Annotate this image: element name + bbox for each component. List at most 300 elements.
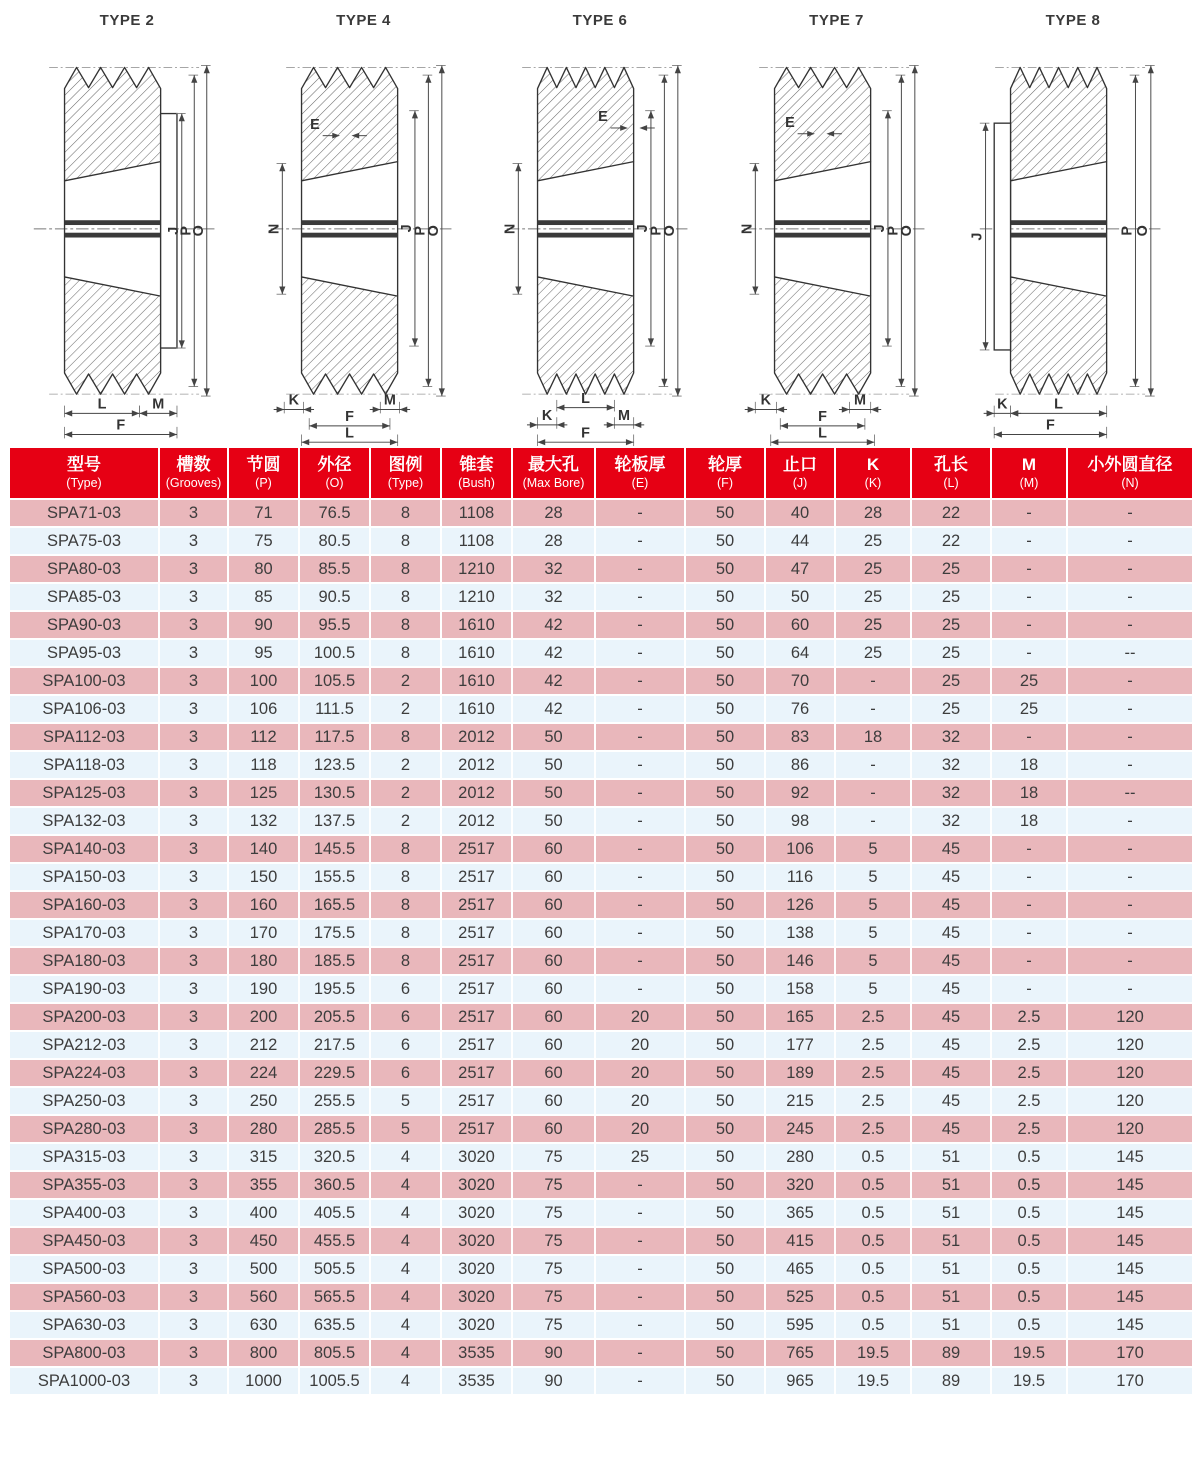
table-cell: SPA212-03 xyxy=(9,1031,159,1059)
column-header-zh: 型号 xyxy=(67,455,101,474)
table-cell: 50 xyxy=(685,891,765,919)
table-cell: 2517 xyxy=(441,863,512,891)
column-header xyxy=(370,447,441,499)
table-cell: 45 xyxy=(911,975,991,1003)
table-cell: 45 xyxy=(911,1059,991,1087)
svg-text:K: K xyxy=(288,392,299,409)
table-cell: 100.5 xyxy=(299,639,370,667)
table-cell: 25 xyxy=(911,667,991,695)
table-cell: 32 xyxy=(911,723,991,751)
table-cell: 2 xyxy=(370,807,441,835)
table-cell: 145 xyxy=(1067,1143,1193,1171)
spec-table xyxy=(8,446,1194,1396)
table-cell: 90.5 xyxy=(299,583,370,611)
table-cell: 185.5 xyxy=(299,947,370,975)
table-cell: 6 xyxy=(370,1031,441,1059)
table-cell: 50 xyxy=(512,723,595,751)
table-cell: 0.5 xyxy=(991,1255,1067,1283)
table-cell: 3 xyxy=(159,527,228,555)
table-cell: 50 xyxy=(685,807,765,835)
table-cell: SPA180-03 xyxy=(9,947,159,975)
table-cell: - xyxy=(991,863,1067,891)
table-cell: 76 xyxy=(765,695,835,723)
table-cell: 180 xyxy=(228,947,299,975)
table-cell: 50 xyxy=(685,1227,765,1255)
table-cell: 365 xyxy=(765,1199,835,1227)
pulley-drawing-type-7 xyxy=(722,6,952,447)
pulley-cross-section-type-4-drawing xyxy=(252,29,476,447)
table-cell: 2517 xyxy=(441,1115,512,1143)
table-row xyxy=(9,1339,1193,1367)
table-cell: - xyxy=(595,1227,685,1255)
table-cell: - xyxy=(1067,527,1193,555)
table-cell: 50 xyxy=(685,555,765,583)
table-cell: 25 xyxy=(835,555,911,583)
table-cell: 145 xyxy=(1067,1255,1193,1283)
table-cell: 28 xyxy=(512,527,595,555)
table-cell: 28 xyxy=(835,499,911,527)
column-header xyxy=(765,447,835,499)
table-cell: 50 xyxy=(512,807,595,835)
table-cell: 2.5 xyxy=(835,1115,911,1143)
table-row xyxy=(9,583,1193,611)
table-row xyxy=(9,863,1193,891)
table-cell: SPA800-03 xyxy=(9,1339,159,1367)
table-cell: - xyxy=(595,611,685,639)
table-cell: 8 xyxy=(370,919,441,947)
table-row xyxy=(9,891,1193,919)
svg-text:M: M xyxy=(618,408,631,425)
table-cell: 60 xyxy=(512,947,595,975)
table-cell: SPA560-03 xyxy=(9,1283,159,1311)
table-cell: 215 xyxy=(765,1087,835,1115)
svg-text:K: K xyxy=(997,396,1008,413)
table-cell: 5 xyxy=(370,1087,441,1115)
table-row xyxy=(9,1311,1193,1339)
table-cell: 3 xyxy=(159,1283,228,1311)
table-cell: 42 xyxy=(512,667,595,695)
column-header-zh: 最大孔 xyxy=(528,455,579,474)
table-cell: 2.5 xyxy=(991,1003,1067,1031)
table-cell: 170 xyxy=(228,919,299,947)
table-row xyxy=(9,1283,1193,1311)
table-cell: - xyxy=(835,779,911,807)
table-cell: 19.5 xyxy=(835,1339,911,1367)
table-cell: - xyxy=(1067,835,1193,863)
svg-text:L: L xyxy=(97,396,107,413)
table-row xyxy=(9,1059,1193,1087)
table-cell: - xyxy=(991,499,1067,527)
column-header-en: (Grooves) xyxy=(165,476,222,491)
table-cell: 83 xyxy=(765,723,835,751)
table-cell: 465 xyxy=(765,1255,835,1283)
table-cell: 105.5 xyxy=(299,667,370,695)
table-cell: 50 xyxy=(685,1339,765,1367)
table-cell: 320.5 xyxy=(299,1143,370,1171)
table-cell: 4 xyxy=(370,1283,441,1311)
table-cell: 3 xyxy=(159,835,228,863)
table-cell: SPA125-03 xyxy=(9,779,159,807)
column-header xyxy=(159,447,228,499)
table-cell: - xyxy=(1067,555,1193,583)
table-cell: 3 xyxy=(159,723,228,751)
table-row xyxy=(9,555,1193,583)
table-cell: 126 xyxy=(765,891,835,919)
table-cell: 4 xyxy=(370,1367,441,1395)
table-row xyxy=(9,611,1193,639)
table-cell: 51 xyxy=(911,1171,991,1199)
svg-text:N: N xyxy=(265,223,282,235)
column-header xyxy=(228,447,299,499)
table-cell: 145 xyxy=(1067,1227,1193,1255)
table-cell: 158 xyxy=(765,975,835,1003)
table-cell: SPA450-03 xyxy=(9,1227,159,1255)
table-cell: 45 xyxy=(911,947,991,975)
table-cell: 2517 xyxy=(441,1087,512,1115)
table-cell: 60 xyxy=(512,919,595,947)
table-cell: - xyxy=(595,807,685,835)
table-cell: -- xyxy=(1067,779,1193,807)
table-cell: 47 xyxy=(765,555,835,583)
table-cell: 5 xyxy=(835,919,911,947)
table-cell: 1005.5 xyxy=(299,1367,370,1395)
table-cell: 3020 xyxy=(441,1283,512,1311)
svg-text:O: O xyxy=(425,225,442,237)
table-cell: 6 xyxy=(370,1059,441,1087)
table-cell: 50 xyxy=(685,499,765,527)
table-cell: 2012 xyxy=(441,779,512,807)
svg-text:M: M xyxy=(853,392,866,409)
table-cell: 132 xyxy=(228,807,299,835)
table-cell: 120 xyxy=(1067,1003,1193,1031)
table-cell: SPA112-03 xyxy=(9,723,159,751)
table-cell: 120 xyxy=(1067,1087,1193,1115)
table-cell: - xyxy=(1067,919,1193,947)
table-row xyxy=(9,779,1193,807)
table-cell: 2.5 xyxy=(835,1003,911,1031)
table-cell: - xyxy=(991,975,1067,1003)
table-cell: - xyxy=(1067,667,1193,695)
table-cell: 50 xyxy=(512,779,595,807)
table-cell: 50 xyxy=(685,527,765,555)
table-cell: 3 xyxy=(159,1227,228,1255)
table-cell: 75 xyxy=(512,1283,595,1311)
table-cell: - xyxy=(991,555,1067,583)
svg-text:J: J xyxy=(871,224,888,233)
table-cell: - xyxy=(1067,891,1193,919)
table-cell: SPA315-03 xyxy=(9,1143,159,1171)
table-cell: 85.5 xyxy=(299,555,370,583)
table-cell: 60 xyxy=(512,891,595,919)
table-row xyxy=(9,975,1193,1003)
table-cell: 4 xyxy=(370,1255,441,1283)
svg-text:F: F xyxy=(116,417,126,434)
table-cell: 3 xyxy=(159,1115,228,1143)
table-cell: 19.5 xyxy=(991,1367,1067,1395)
table-cell: 635.5 xyxy=(299,1311,370,1339)
table-cell: 4 xyxy=(370,1143,441,1171)
table-cell: 28 xyxy=(512,499,595,527)
table-cell: 71 xyxy=(228,499,299,527)
table-row xyxy=(9,1171,1193,1199)
table-cell: 405.5 xyxy=(299,1199,370,1227)
table-cell: - xyxy=(991,583,1067,611)
table-cell: 90 xyxy=(512,1367,595,1395)
table-cell: 50 xyxy=(512,751,595,779)
table-cell: 3 xyxy=(159,975,228,1003)
svg-text:O: O xyxy=(661,225,678,237)
table-cell: 250 xyxy=(228,1087,299,1115)
svg-text:O: O xyxy=(1134,225,1151,237)
table-cell: 25 xyxy=(911,555,991,583)
table-cell: 20 xyxy=(595,1087,685,1115)
svg-text:J: J xyxy=(635,224,652,233)
table-cell: 505.5 xyxy=(299,1255,370,1283)
table-cell: 116 xyxy=(765,863,835,891)
table-cell: - xyxy=(595,779,685,807)
table-cell: - xyxy=(595,667,685,695)
table-cell: 360.5 xyxy=(299,1171,370,1199)
table-cell: 1108 xyxy=(441,499,512,527)
table-cell: 50 xyxy=(685,695,765,723)
table-cell: - xyxy=(991,835,1067,863)
table-cell: 50 xyxy=(685,1003,765,1031)
table-cell: 120 xyxy=(1067,1031,1193,1059)
table-cell: - xyxy=(991,723,1067,751)
table-cell: 89 xyxy=(911,1367,991,1395)
table-cell: 1610 xyxy=(441,695,512,723)
table-cell: 0.5 xyxy=(991,1199,1067,1227)
table-cell: 805.5 xyxy=(299,1339,370,1367)
table-cell: 3020 xyxy=(441,1255,512,1283)
table-cell: 75 xyxy=(512,1255,595,1283)
table-cell: 106 xyxy=(765,835,835,863)
column-header-zh: 轮厚 xyxy=(708,455,742,474)
table-cell: 60 xyxy=(512,835,595,863)
table-cell: 3 xyxy=(159,1171,228,1199)
table-cell: 2012 xyxy=(441,807,512,835)
table-cell: 22 xyxy=(911,499,991,527)
column-header-zh: 图例 xyxy=(388,455,423,474)
column-header-en: (L) xyxy=(943,476,959,491)
table-cell: 60 xyxy=(512,1115,595,1143)
table-cell: 3 xyxy=(159,1087,228,1115)
table-cell: SPA630-03 xyxy=(9,1311,159,1339)
table-cell: - xyxy=(595,499,685,527)
svg-text:N: N xyxy=(738,223,755,235)
table-cell: 51 xyxy=(911,1283,991,1311)
table-cell: 18 xyxy=(991,751,1067,779)
table-cell: 25 xyxy=(911,695,991,723)
table-cell: - xyxy=(1067,611,1193,639)
table-cell: 45 xyxy=(911,891,991,919)
table-cell: 2.5 xyxy=(991,1087,1067,1115)
svg-text:O: O xyxy=(898,225,915,237)
table-cell: 50 xyxy=(685,835,765,863)
table-cell: 25 xyxy=(595,1143,685,1171)
column-header-zh: 外径 xyxy=(317,455,352,474)
table-cell: 50 xyxy=(685,975,765,1003)
table-cell: 217.5 xyxy=(299,1031,370,1059)
table-cell: 89 xyxy=(911,1339,991,1367)
table-cell: 5 xyxy=(835,835,911,863)
table-cell: 2 xyxy=(370,779,441,807)
table-cell: - xyxy=(991,947,1067,975)
column-header xyxy=(991,447,1067,499)
table-cell: 50 xyxy=(685,611,765,639)
table-cell: 2.5 xyxy=(835,1031,911,1059)
table-cell: 560 xyxy=(228,1283,299,1311)
pulley-cross-section-type-2-drawing xyxy=(15,29,239,447)
svg-text:K: K xyxy=(541,408,553,425)
table-cell: 50 xyxy=(685,947,765,975)
table-cell: 50 xyxy=(685,723,765,751)
table-row xyxy=(9,695,1193,723)
svg-text:F: F xyxy=(344,409,354,426)
table-row xyxy=(9,1227,1193,1255)
table-cell: SPA224-03 xyxy=(9,1059,159,1087)
table-cell: SPA106-03 xyxy=(9,695,159,723)
table-cell: 64 xyxy=(765,639,835,667)
table-cell: 3 xyxy=(159,779,228,807)
table-cell: 0.5 xyxy=(835,1227,911,1255)
svg-text:F: F xyxy=(581,425,590,442)
table-cell: - xyxy=(595,1171,685,1199)
table-cell: 76.5 xyxy=(299,499,370,527)
table-cell: 45 xyxy=(911,919,991,947)
table-cell: 80.5 xyxy=(299,527,370,555)
table-cell: SPA1000-03 xyxy=(9,1367,159,1395)
pulley-drawing-type-4 xyxy=(249,6,479,447)
table-cell: 455.5 xyxy=(299,1227,370,1255)
table-cell: 98 xyxy=(765,807,835,835)
table-cell: 8 xyxy=(370,863,441,891)
table-cell: 630 xyxy=(228,1311,299,1339)
svg-text:N: N xyxy=(502,223,519,235)
table-cell: 18 xyxy=(991,779,1067,807)
table-cell: SPA132-03 xyxy=(9,807,159,835)
table-cell: 3 xyxy=(159,1255,228,1283)
table-cell: 19.5 xyxy=(835,1367,911,1395)
table-cell: 25 xyxy=(835,527,911,555)
table-cell: SPA500-03 xyxy=(9,1255,159,1283)
table-cell: 60 xyxy=(512,1087,595,1115)
table-cell: - xyxy=(595,863,685,891)
table-cell: - xyxy=(595,751,685,779)
table-cell: 50 xyxy=(685,751,765,779)
table-cell: 355 xyxy=(228,1171,299,1199)
column-header-en: (F) xyxy=(717,476,733,491)
table-cell: - xyxy=(835,667,911,695)
table-cell: 800 xyxy=(228,1339,299,1367)
table-cell: 50 xyxy=(765,583,835,611)
table-cell: 170 xyxy=(1067,1339,1193,1367)
table-cell: - xyxy=(835,807,911,835)
table-cell: 175.5 xyxy=(299,919,370,947)
table-cell: 51 xyxy=(911,1311,991,1339)
table-cell: 245 xyxy=(765,1115,835,1143)
table-cell: SPA90-03 xyxy=(9,611,159,639)
table-cell: 1610 xyxy=(441,611,512,639)
table-cell: 2517 xyxy=(441,919,512,947)
column-header-en: (J) xyxy=(792,476,808,491)
table-cell: 0.5 xyxy=(991,1143,1067,1171)
table-cell: 450 xyxy=(228,1227,299,1255)
table-cell: 2012 xyxy=(441,751,512,779)
table-cell: 25 xyxy=(835,639,911,667)
table-cell: 3 xyxy=(159,1311,228,1339)
table-cell: 229.5 xyxy=(299,1059,370,1087)
column-header-en: (E) xyxy=(631,476,649,491)
table-cell: 125 xyxy=(228,779,299,807)
table-cell: 3 xyxy=(159,667,228,695)
table-cell: 224 xyxy=(228,1059,299,1087)
table-cell: 500 xyxy=(228,1255,299,1283)
table-cell: 25 xyxy=(911,611,991,639)
table-cell: 32 xyxy=(512,583,595,611)
table-cell: 525 xyxy=(765,1283,835,1311)
table-cell: 170 xyxy=(1067,1367,1193,1395)
svg-text:E: E xyxy=(784,115,795,132)
column-header xyxy=(835,447,911,499)
table-row xyxy=(9,835,1193,863)
table-cell: 3 xyxy=(159,611,228,639)
column-header-en: (Type) xyxy=(387,476,424,491)
table-cell: 2 xyxy=(370,751,441,779)
table-cell: 60 xyxy=(512,1031,595,1059)
svg-text:L: L xyxy=(344,425,354,442)
table-cell: - xyxy=(835,695,911,723)
table-cell: SPA118-03 xyxy=(9,751,159,779)
table-cell: 8 xyxy=(370,947,441,975)
table-row xyxy=(9,527,1193,555)
table-cell: 50 xyxy=(685,667,765,695)
table-cell: 0.5 xyxy=(991,1283,1067,1311)
table-cell: 20 xyxy=(595,1115,685,1143)
column-header-zh: 轮板厚 xyxy=(614,455,666,474)
table-cell: 2517 xyxy=(441,891,512,919)
table-cell: 90 xyxy=(512,1339,595,1367)
svg-text:P: P xyxy=(1119,225,1136,236)
table-cell: 320 xyxy=(765,1171,835,1199)
table-cell: 2517 xyxy=(441,975,512,1003)
table-cell: 2.5 xyxy=(991,1031,1067,1059)
table-cell: - xyxy=(1067,583,1193,611)
table-cell: 189 xyxy=(765,1059,835,1087)
table-cell: 150 xyxy=(228,863,299,891)
table-cell: 145 xyxy=(1067,1171,1193,1199)
table-cell: 280 xyxy=(765,1143,835,1171)
table-cell: 0.5 xyxy=(991,1311,1067,1339)
table-cell: 145.5 xyxy=(299,835,370,863)
table-cell: 3535 xyxy=(441,1367,512,1395)
drawing-title-type-8: TYPE 8 xyxy=(1045,12,1101,29)
drawing-title-type-4: TYPE 4 xyxy=(336,12,391,29)
table-cell: SPA280-03 xyxy=(9,1115,159,1143)
table-cell: 50 xyxy=(685,1255,765,1283)
table-row xyxy=(9,1115,1193,1143)
table-cell: 45 xyxy=(911,1031,991,1059)
table-cell: 6 xyxy=(370,975,441,1003)
table-cell: 32 xyxy=(512,555,595,583)
table-row xyxy=(9,723,1193,751)
svg-text:J: J xyxy=(969,232,986,241)
table-row xyxy=(9,1143,1193,1171)
table-cell: 19.5 xyxy=(991,1339,1067,1367)
table-cell: - xyxy=(1067,947,1193,975)
table-row xyxy=(9,1087,1193,1115)
table-cell: 3 xyxy=(159,1367,228,1395)
